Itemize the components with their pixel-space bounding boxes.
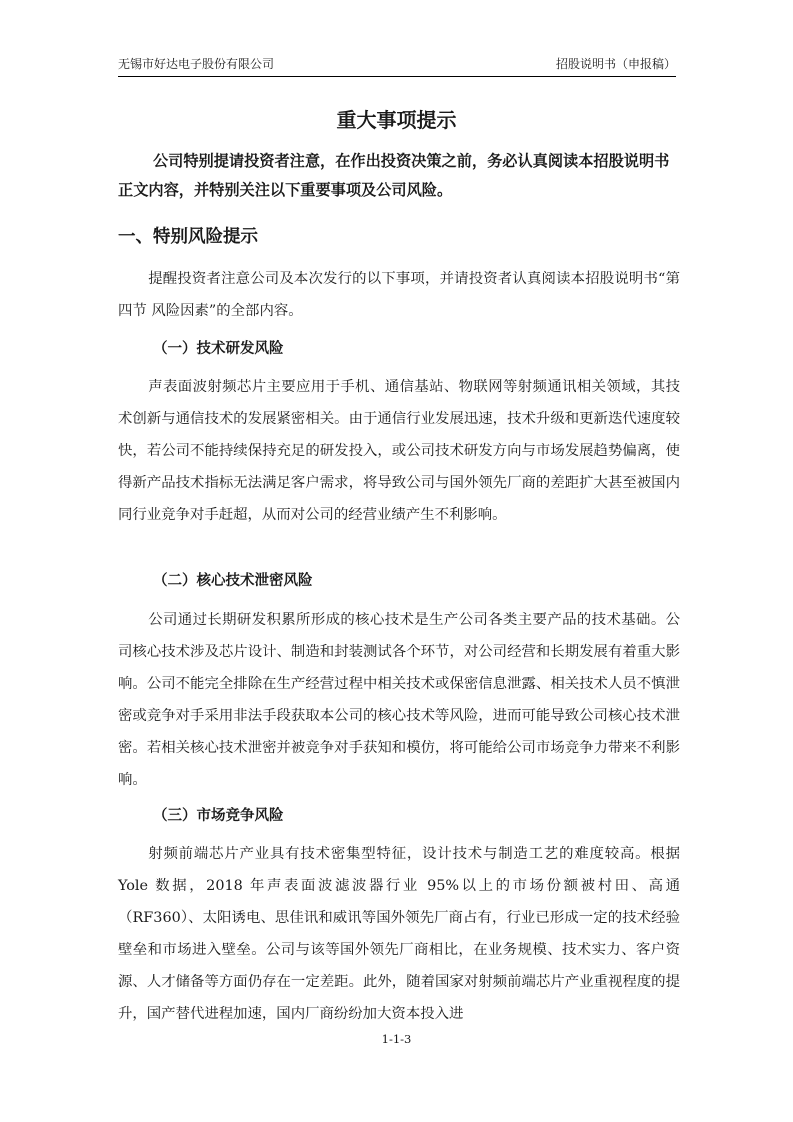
page-header: [118, 54, 676, 77]
paragraph-market-competition: 射频前端芯片产业具有技术密集型特征，设计技术与制造工艺的难度较高。根据 Yole 数据，2018 年声表面波滤波器行业 95%以上的市场份额被村田、高通（RF360）、太阳诱电、思佳讯和威讯等国外领先厂商占有，行业已形成一定的技术经验壁垒和市场进入壁垒。公司与该等国外领先厂商相比，在业务规模、技术实力、客户资源、人才储备等方面仍存在一定差距。此外，随着国家对射频前端芯片产业重视程度的提升，国产替代进程加速，国内厂商纷纷加大资本投入进: [118, 846, 680, 1022]
intro-paragraph: 提醒投资者注意公司及本次发行的以下事项，并请投资者认真阅读本招股说明书“第四节 风险因素”的全部内容。: [118, 271, 680, 319]
header-doc-type: 招股说明书（申报稿）: [555, 57, 676, 71]
subsection-heading-core-tech-leak: （二）核心技术泄密风险: [153, 573, 313, 589]
page-title: 重大事项提示: [336, 108, 457, 132]
paragraph-core-tech-leak: 公司通过长期研发积累所形成的核心技术是生产公司各类主要产品的技术基础。公司核心技术涉及芯片设计、制造和封装测试各个环节，对公司经营和长期发展有着重大影响。公司不能完全排除在生产经营过程中相关技术或保密信息泄露、相关技术人员不慎泄密或竞争对手采用非法手段获取本公司的核心技术等风险，进而可能导致公司核心技术泄密。若相关核心技术泄密并被竞争对手获知和模仿，将可能给公司市场竞争力带来不利影响。: [118, 612, 680, 788]
header-company: 无锡市好达电子股份有限公司: [118, 57, 275, 71]
page-number: 1-1-3: [381, 1032, 412, 1046]
section-heading: 一、特别风险提示: [118, 227, 258, 247]
paragraph-tech-rd: 声表面波射频芯片主要应用于手机、通信基站、物联网等射频通讯相关领域，其技术创新与通信技术的发展紧密相关。由于通信行业发展迅速，技术升级和更新迭代速度较快，若公司不能持续保持充足的研发投入，或公司技术研发方向与市场发展趋势偏离，使得新产品技术指标无法满足客户需求，将导致公司与国外领先厂商的差距扩大甚至被国内同行业竞争对手赶超，从而对公司的经营业绩产生不利影响。: [118, 379, 680, 523]
notice-paragraph: 公司特别提请投资者注意，在作出投资决策之前，务必认真阅读本招股说明书正文内容，并特别关注以下重要事项及公司风险。: [118, 152, 670, 199]
subsection-heading-market-competition: （三）市场竞争风险: [153, 808, 284, 824]
subsection-heading-tech-rd: （一）技术研发风险: [153, 341, 284, 357]
